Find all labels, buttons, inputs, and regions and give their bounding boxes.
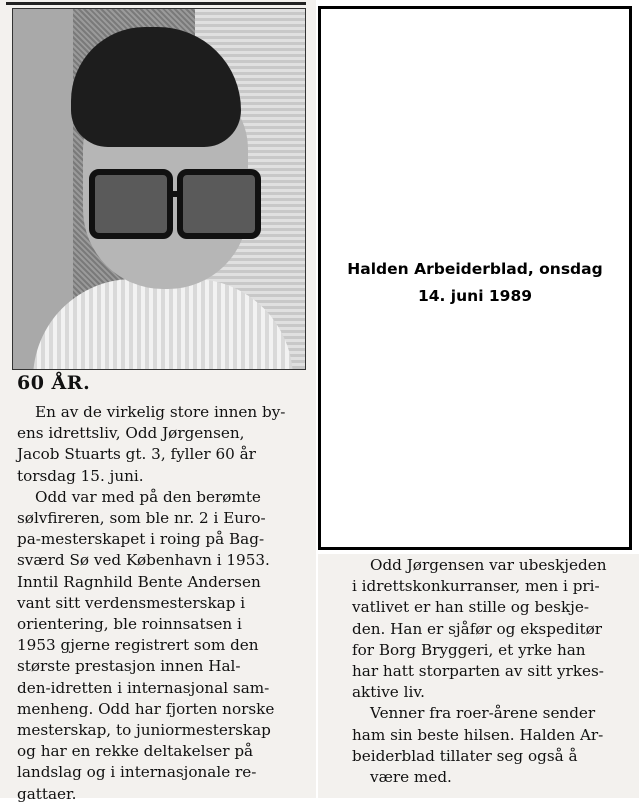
text-line: mesterskap, to juniormesterskap [17,721,271,740]
text-line: En av de virkelig store innen by- [35,403,286,421]
text-line: orientering, ble roinnsatsen i [17,615,242,634]
text-line: torsdag 15. juni. [17,466,144,485]
text-line: den-idretten i internasjonal sam- [17,678,270,697]
caption-line-1: Halden Arbeiderblad, onsdag [347,260,603,278]
glasses-right-lens [177,169,261,239]
portrait-photo [12,8,306,370]
text-line: for Borg Bryggeri, et yrke han [352,640,586,659]
article-left-column [17,402,309,805]
caption-line-2: 14. juni 1989 [417,287,533,305]
text-line: Venner fra roer-årene sender [370,704,596,723]
text-line: den. Han er sjåfør og ekspeditør [352,619,603,638]
glasses-left-lens [89,169,173,239]
text-line: menheng. Odd har fjorten norske [17,699,275,718]
text-line: største prestasjon innen Hal- [17,657,241,676]
publication-caption [321,256,629,310]
text-line: vatlivet er han stille og beskje- [352,598,589,617]
text-line: ham sin beste hilsen. Halden Ar- [352,725,604,744]
text-line: Odd var med på den berømte [35,487,261,506]
text-line: ens idrettsliv, Odd Jørgensen, [17,424,245,443]
article-headline: 60 ÅR. [17,372,91,394]
text-line: aktive liv. [352,683,425,702]
glasses-bridge [171,191,181,197]
text-line: 1953 gjerne registrert som den [17,636,259,655]
text-line: Jacob Stuarts gt. 3, fyller 60 år [17,445,256,464]
text-line: landslag og i internasjonale re- [17,763,257,782]
column-rule [6,2,306,5]
text-line: sværd Sø ved København i 1953. [17,551,270,570]
text-line: har hatt storparten av sitt yrkes- [352,662,604,681]
text-line: Inntil Ragnhild Bente Andersen [17,572,261,591]
text-line: pa-mesterskapet i roing på Bag- [17,530,265,549]
text-line: og har en rekke deltakelser på [17,742,254,761]
text-line: gattaer. [17,784,77,803]
text-line: Odd Jørgensen var ubeskjeden [370,556,607,574]
article-right-column [352,555,632,788]
text-line: beiderblad tillater seg også å [352,746,578,765]
caption-box [318,6,632,550]
text-line: være med. [370,768,452,787]
text-line: sølvfireren, som ble nr. 2 i Euro- [17,509,266,528]
text-line: i idrettskonkurranser, men i pri- [352,577,600,596]
text-line: vant sitt verdensmesterskap i [17,593,246,612]
